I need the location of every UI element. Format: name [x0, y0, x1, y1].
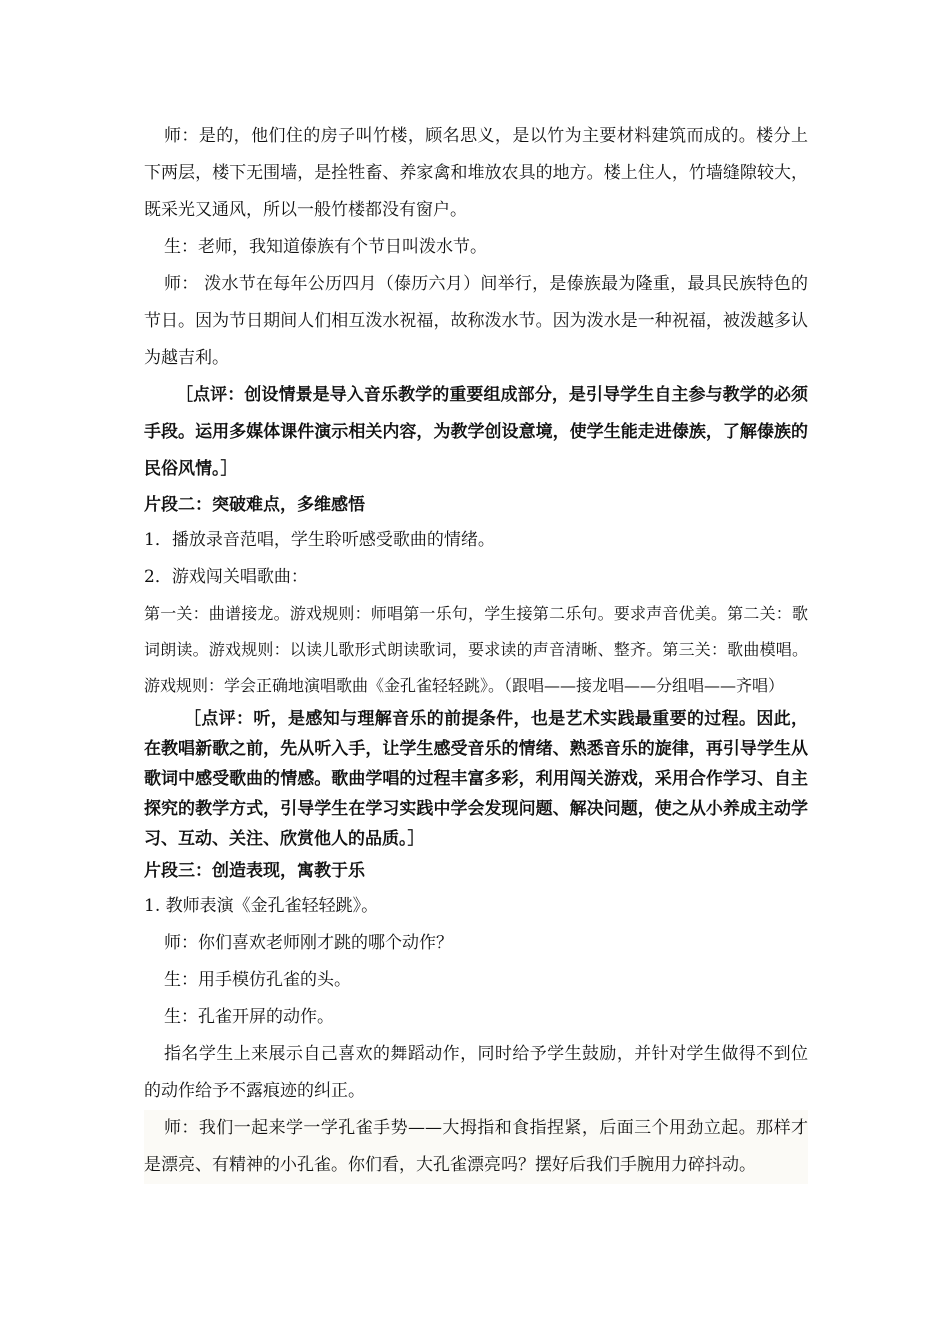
dialogue-line-one: 师：你们喜欢老师刚才跳的哪个动作？	[164, 933, 453, 953]
comment-two: ［点评：听，是感知与理解音乐的前提条件，也是艺术实践最重要的过程。因此，在教唱新歌之前，先从听入手，让学生感受音乐的情绪、熟悉音乐的旋律，再引导学生从歌词中感受歌曲的情感。歌曲学唱的过程丰富多彩，利用闯关游戏，采用合作学习、自主探究的教学方式，引导学生在学习实践中学会发现问题、解决问题，使之从小养成主动学习、互动、关注、欣赏他人的品质。］	[144, 709, 808, 849]
paragraph-student-water-festival: 生：老师，我知道傣族有个节日叫泼水节。	[164, 237, 487, 257]
dialogue-line-three: 生：孔雀开屏的动作。	[164, 1007, 334, 1027]
paragraph-demonstration: 指名学生上来展示自己喜欢的舞蹈动作，同时给予学生鼓励，并针对学生做得不到位的动作给予不露痕迹的纠正。	[144, 1044, 808, 1101]
section-heading-three: 片段三：创造表现，寓教于乐	[144, 861, 365, 881]
game-levels-paragraph: 第一关：曲谱接龙。游戏规则：师唱第一乐句，学生接第二乐句。要求声音优美。第二关：歌词朗读。游戏规则：以读儿歌形式朗读歌词，要求读的声音清晰、整齐。第三关：歌曲模唱。游戏规则：学会正确地演唱歌曲《金孔雀轻轻跳》。（跟唱——接龙唱——分组唱——齐唱）	[144, 604, 808, 695]
list-item-two: 2．游戏闯关唱歌曲：	[144, 567, 308, 587]
section-heading-two: 片段二：突破难点，多维感悟	[144, 495, 365, 515]
comment-one: ［点评：创设情景是导入音乐教学的重要组成部分，是引导学生自主参与教学的必须手段。运用多媒体课件演示相关内容，为教学创设意境，使学生能走进傣族，了解傣族的民俗风情。］	[144, 385, 808, 479]
dialogue-line-two: 生：用手模仿孔雀的头。	[164, 970, 351, 990]
paragraph-teacher-water-festival: 师： 泼水节在每年公历四月（傣历六月）间举行，是傣族最为隆重，最具民族特色的节日。因为节日期间人们相互泼水祝福，故称泼水节。因为泼水是一种祝福，被泼越多认为越吉利。	[144, 274, 808, 368]
list-item-three: 1. 教师表演《金孔雀轻轻跳》。	[144, 896, 379, 916]
paragraph-bamboo-house: 师：是的，他们住的房子叫竹楼，顾名思义，是以竹为主要材料建筑而成的。楼分上下两层，楼下无围墙，是拴牲畜、养家禽和堆放农具的地方。楼上住人，竹墙缝隙较大，既采光又通风，所以一般竹楼都没有窗户。	[144, 126, 808, 220]
list-item-one: 1．播放录音范唱，学生聆听感受歌曲的情绪。	[144, 530, 495, 550]
paragraph-peacock-gesture: 师：我们一起来学一学孔雀手势——大拇指和食指捏紧，后面三个用劲立起。那样才是漂亮、有精神的小孔雀。你们看，大孔雀漂亮吗？摆好后我们手腕用力碎抖动。	[144, 1110, 808, 1184]
document-page	[144, 118, 808, 1184]
